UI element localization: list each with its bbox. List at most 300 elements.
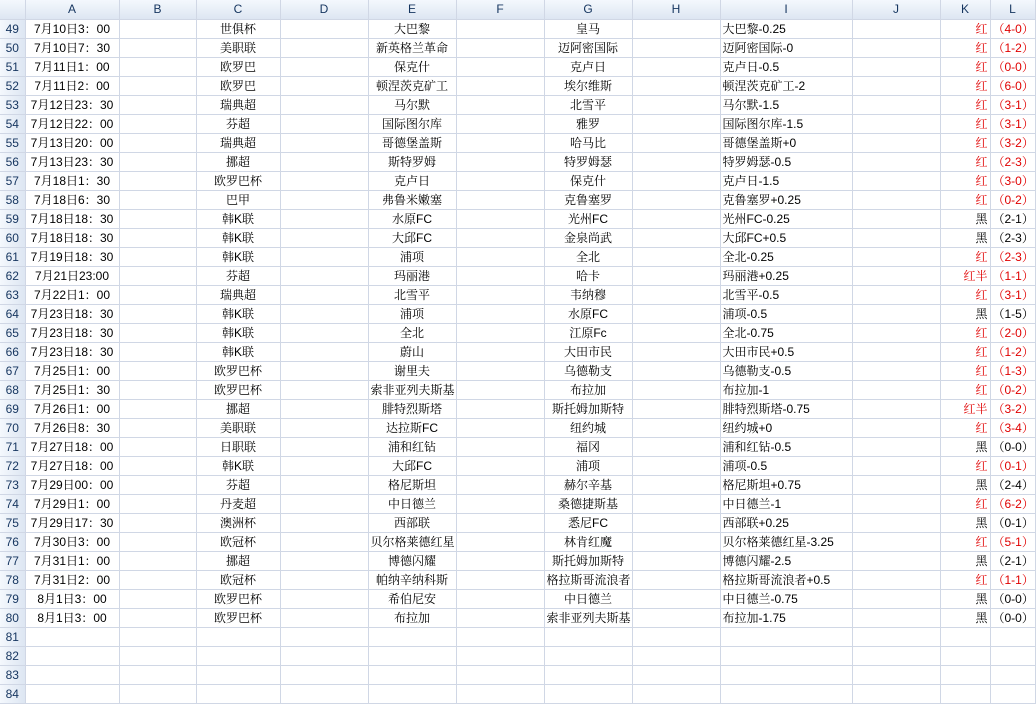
row-header[interactable]: 64 <box>0 304 25 323</box>
cell-result-flag[interactable]: 红 <box>940 532 990 551</box>
cell-home-team[interactable]: 腓特烈斯塔 <box>368 399 456 418</box>
cell-result-flag[interactable] <box>940 646 990 665</box>
cell-b[interactable] <box>119 285 196 304</box>
cell-away-team[interactable]: 大田市民 <box>544 342 632 361</box>
cell-score[interactable]: （3-2） <box>990 399 1035 418</box>
row-header[interactable]: 58 <box>0 190 25 209</box>
cell-handicap[interactable]: 克卢日-0.5 <box>720 57 852 76</box>
cell-d[interactable] <box>280 380 368 399</box>
cell-league[interactable]: 欧罗巴 <box>196 76 280 95</box>
cell-h[interactable] <box>632 494 720 513</box>
cell-date[interactable]: 7月25日1：30 <box>25 380 119 399</box>
cell-f[interactable] <box>456 418 544 437</box>
column-header-l[interactable]: L <box>990 0 1035 19</box>
table-row[interactable] <box>0 152 1035 171</box>
cell-score[interactable]: （6-0） <box>990 76 1035 95</box>
cell-handicap[interactable]: 浦和红钻-0.5 <box>720 437 852 456</box>
cell-h[interactable] <box>632 532 720 551</box>
cell-result-flag[interactable]: 红 <box>940 171 990 190</box>
cell-handicap[interactable]: 大田市民+0.5 <box>720 342 852 361</box>
row-header[interactable]: 62 <box>0 266 25 285</box>
cell-d[interactable] <box>280 209 368 228</box>
table-row[interactable] <box>0 76 1035 95</box>
cell-d[interactable] <box>280 57 368 76</box>
cell-b[interactable] <box>119 456 196 475</box>
cell-b[interactable] <box>119 513 196 532</box>
cell-handicap[interactable]: 克鲁塞罗+0.25 <box>720 190 852 209</box>
cell-h[interactable] <box>632 608 720 627</box>
cell-home-team[interactable]: 大邱FC <box>368 228 456 247</box>
cell-away-team[interactable]: 赫尔辛基 <box>544 475 632 494</box>
cell-b[interactable] <box>119 627 196 646</box>
cell-date[interactable] <box>25 665 119 684</box>
cell-d[interactable] <box>280 494 368 513</box>
cell-league[interactable]: 芬超 <box>196 114 280 133</box>
cell-score[interactable]: （0-0） <box>990 589 1035 608</box>
cell-league[interactable]: 瑞典超 <box>196 133 280 152</box>
cell-result-flag[interactable] <box>940 627 990 646</box>
cell-away-team[interactable] <box>544 665 632 684</box>
cell-home-team[interactable]: 中日德兰 <box>368 494 456 513</box>
cell-score[interactable]: （3-1） <box>990 285 1035 304</box>
cell-away-team[interactable]: 光州FC <box>544 209 632 228</box>
cell-d[interactable] <box>280 247 368 266</box>
cell-handicap[interactable]: 北雪平-0.5 <box>720 285 852 304</box>
cell-away-team[interactable] <box>544 684 632 703</box>
cell-league[interactable]: 芬超 <box>196 475 280 494</box>
table-row[interactable] <box>0 57 1035 76</box>
column-header-g[interactable]: G <box>544 0 632 19</box>
cell-f[interactable] <box>456 665 544 684</box>
row-header[interactable]: 66 <box>0 342 25 361</box>
cell-result-flag[interactable]: 红 <box>940 190 990 209</box>
cell-date[interactable]: 7月29日17：30 <box>25 513 119 532</box>
cell-handicap[interactable]: 腓特烈斯塔-0.75 <box>720 399 852 418</box>
cell-score[interactable]: （2-3） <box>990 228 1035 247</box>
cell-j[interactable] <box>852 361 940 380</box>
cell-f[interactable] <box>456 152 544 171</box>
cell-b[interactable] <box>119 608 196 627</box>
cell-league[interactable]: 巴甲 <box>196 190 280 209</box>
cell-f[interactable] <box>456 532 544 551</box>
cell-handicap[interactable]: 布拉加-1 <box>720 380 852 399</box>
cell-j[interactable] <box>852 418 940 437</box>
cell-away-team[interactable]: 布拉加 <box>544 380 632 399</box>
cell-home-team[interactable]: 博德闪耀 <box>368 551 456 570</box>
cell-league[interactable] <box>196 665 280 684</box>
cell-date[interactable]: 7月11日2：00 <box>25 76 119 95</box>
cell-d[interactable] <box>280 608 368 627</box>
cell-league[interactable]: 丹麦超 <box>196 494 280 513</box>
cell-d[interactable] <box>280 228 368 247</box>
cell-date[interactable]: 7月25日1：00 <box>25 361 119 380</box>
cell-handicap[interactable]: 浦项-0.5 <box>720 456 852 475</box>
cell-h[interactable] <box>632 38 720 57</box>
cell-j[interactable] <box>852 456 940 475</box>
cell-home-team[interactable]: 大巴黎 <box>368 19 456 38</box>
cell-date[interactable]: 7月12日22：00 <box>25 114 119 133</box>
cell-f[interactable] <box>456 646 544 665</box>
cell-score[interactable]: （1-1） <box>990 570 1035 589</box>
cell-date[interactable]: 7月27日18：00 <box>25 437 119 456</box>
cell-result-flag[interactable]: 黑 <box>940 437 990 456</box>
row-header[interactable]: 72 <box>0 456 25 475</box>
row-header[interactable]: 83 <box>0 665 25 684</box>
cell-j[interactable] <box>852 551 940 570</box>
cell-d[interactable] <box>280 19 368 38</box>
cell-h[interactable] <box>632 551 720 570</box>
cell-b[interactable] <box>119 114 196 133</box>
cell-score[interactable]: （0-2） <box>990 190 1035 209</box>
cell-b[interactable] <box>119 209 196 228</box>
table-row[interactable] <box>0 532 1035 551</box>
cell-home-team[interactable] <box>368 684 456 703</box>
row-header[interactable]: 59 <box>0 209 25 228</box>
cell-d[interactable] <box>280 152 368 171</box>
cell-d[interactable] <box>280 646 368 665</box>
cell-score[interactable]: （2-3） <box>990 247 1035 266</box>
cell-handicap[interactable]: 全北-0.75 <box>720 323 852 342</box>
cell-d[interactable] <box>280 456 368 475</box>
cell-league[interactable]: 世俱杯 <box>196 19 280 38</box>
cell-home-team[interactable]: 克卢日 <box>368 171 456 190</box>
cell-home-team[interactable]: 北雪平 <box>368 285 456 304</box>
cell-f[interactable] <box>456 228 544 247</box>
table-row[interactable] <box>0 684 1035 703</box>
cell-home-team[interactable]: 顿涅茨克矿工 <box>368 76 456 95</box>
cell-league[interactable]: 芬超 <box>196 266 280 285</box>
select-all-corner[interactable] <box>0 0 25 19</box>
cell-home-team[interactable]: 格尼斯坦 <box>368 475 456 494</box>
cell-b[interactable] <box>119 95 196 114</box>
cell-f[interactable] <box>456 342 544 361</box>
cell-score[interactable] <box>990 627 1035 646</box>
row-header[interactable]: 77 <box>0 551 25 570</box>
row-header[interactable]: 69 <box>0 399 25 418</box>
cell-away-team[interactable]: 格拉斯哥流浪者 <box>544 570 632 589</box>
cell-h[interactable] <box>632 589 720 608</box>
cell-d[interactable] <box>280 570 368 589</box>
cell-h[interactable] <box>632 228 720 247</box>
cell-j[interactable] <box>852 570 940 589</box>
cell-j[interactable] <box>852 342 940 361</box>
cell-b[interactable] <box>119 437 196 456</box>
cell-h[interactable] <box>632 627 720 646</box>
cell-away-team[interactable]: 纽约城 <box>544 418 632 437</box>
cell-j[interactable] <box>852 171 940 190</box>
table-row[interactable] <box>0 627 1035 646</box>
cell-score[interactable]: （0-1） <box>990 513 1035 532</box>
cell-date[interactable] <box>25 646 119 665</box>
cell-d[interactable] <box>280 665 368 684</box>
cell-score[interactable]: （2-4） <box>990 475 1035 494</box>
cell-b[interactable] <box>119 323 196 342</box>
cell-date[interactable]: 7月18日1：30 <box>25 171 119 190</box>
cell-j[interactable] <box>852 114 940 133</box>
cell-home-team[interactable]: 玛丽港 <box>368 266 456 285</box>
cell-b[interactable] <box>119 532 196 551</box>
table-row[interactable] <box>0 304 1035 323</box>
row-header[interactable]: 74 <box>0 494 25 513</box>
row-header[interactable]: 75 <box>0 513 25 532</box>
cell-d[interactable] <box>280 399 368 418</box>
cell-league[interactable]: 欧罗巴杯 <box>196 361 280 380</box>
cell-handicap[interactable]: 大邱FC+0.5 <box>720 228 852 247</box>
cell-date[interactable]: 7月18日6：30 <box>25 190 119 209</box>
cell-f[interactable] <box>456 57 544 76</box>
cell-h[interactable] <box>632 665 720 684</box>
cell-b[interactable] <box>119 38 196 57</box>
cell-j[interactable] <box>852 228 940 247</box>
cell-away-team[interactable] <box>544 627 632 646</box>
cell-date[interactable]: 7月29日1：00 <box>25 494 119 513</box>
cell-score[interactable]: （6-2） <box>990 494 1035 513</box>
cell-home-team[interactable]: 全北 <box>368 323 456 342</box>
cell-date[interactable]: 7月19日18：30 <box>25 247 119 266</box>
cell-away-team[interactable]: 水原FC <box>544 304 632 323</box>
cell-j[interactable] <box>852 304 940 323</box>
cell-away-team[interactable]: 韦纳穆 <box>544 285 632 304</box>
cell-j[interactable] <box>852 532 940 551</box>
row-header[interactable]: 79 <box>0 589 25 608</box>
cell-date[interactable]: 7月31日1：00 <box>25 551 119 570</box>
cell-score[interactable]: （3-2） <box>990 133 1035 152</box>
cell-result-flag[interactable]: 红 <box>940 247 990 266</box>
table-row[interactable] <box>0 323 1035 342</box>
row-header[interactable]: 51 <box>0 57 25 76</box>
cell-h[interactable] <box>632 285 720 304</box>
cell-result-flag[interactable]: 红 <box>940 76 990 95</box>
cell-d[interactable] <box>280 304 368 323</box>
cell-home-team[interactable]: 西部联 <box>368 513 456 532</box>
cell-result-flag[interactable]: 红 <box>940 456 990 475</box>
cell-h[interactable] <box>632 437 720 456</box>
cell-h[interactable] <box>632 342 720 361</box>
cell-date[interactable]: 7月29日00：00 <box>25 475 119 494</box>
cell-f[interactable] <box>456 190 544 209</box>
cell-away-team[interactable]: 埃尔维斯 <box>544 76 632 95</box>
cell-handicap[interactable]: 浦项-0.5 <box>720 304 852 323</box>
cell-result-flag[interactable]: 红 <box>940 133 990 152</box>
cell-home-team[interactable]: 水原FC <box>368 209 456 228</box>
cell-result-flag[interactable]: 红 <box>940 114 990 133</box>
cell-h[interactable] <box>632 152 720 171</box>
cell-score[interactable]: （1-2） <box>990 38 1035 57</box>
cell-away-team[interactable]: 索非亚列夫斯基 <box>544 608 632 627</box>
cell-away-team[interactable] <box>544 646 632 665</box>
cell-j[interactable] <box>852 513 940 532</box>
cell-handicap[interactable]: 纽约城+0 <box>720 418 852 437</box>
cell-league[interactable]: 韩K联 <box>196 247 280 266</box>
cell-result-flag[interactable]: 黑 <box>940 589 990 608</box>
cell-result-flag[interactable]: 红 <box>940 418 990 437</box>
row-header[interactable]: 78 <box>0 570 25 589</box>
row-header[interactable]: 60 <box>0 228 25 247</box>
cell-league[interactable]: 欧罗巴 <box>196 57 280 76</box>
cell-handicap[interactable]: 马尔默-1.5 <box>720 95 852 114</box>
cell-handicap[interactable]: 全北-0.25 <box>720 247 852 266</box>
cell-result-flag[interactable]: 黑 <box>940 608 990 627</box>
cell-score[interactable]: （2-1） <box>990 209 1035 228</box>
cell-result-flag[interactable]: 红 <box>940 38 990 57</box>
cell-league[interactable]: 韩K联 <box>196 323 280 342</box>
cell-result-flag[interactable]: 黑 <box>940 209 990 228</box>
cell-f[interactable] <box>456 684 544 703</box>
cell-away-team[interactable]: 哈卡 <box>544 266 632 285</box>
cell-h[interactable] <box>632 684 720 703</box>
cell-home-team[interactable]: 大邱FC <box>368 456 456 475</box>
cell-league[interactable]: 韩K联 <box>196 456 280 475</box>
cell-league[interactable]: 欧冠杯 <box>196 570 280 589</box>
cell-h[interactable] <box>632 570 720 589</box>
cell-home-team[interactable]: 浦项 <box>368 304 456 323</box>
cell-handicap[interactable]: 中日德兰-1 <box>720 494 852 513</box>
row-header[interactable]: 76 <box>0 532 25 551</box>
cell-f[interactable] <box>456 513 544 532</box>
cell-handicap[interactable]: 格尼斯坦+0.75 <box>720 475 852 494</box>
table-row[interactable] <box>0 570 1035 589</box>
cell-b[interactable] <box>119 133 196 152</box>
cell-home-team[interactable] <box>368 646 456 665</box>
cell-h[interactable] <box>632 380 720 399</box>
cell-date[interactable]: 8月1日3：00 <box>25 589 119 608</box>
cell-home-team[interactable]: 帕纳辛纳科斯 <box>368 570 456 589</box>
cell-result-flag[interactable]: 黑 <box>940 228 990 247</box>
cell-score[interactable]: （0-0） <box>990 57 1035 76</box>
cell-date[interactable]: 7月26日1：00 <box>25 399 119 418</box>
table-row[interactable] <box>0 38 1035 57</box>
cell-league[interactable]: 欧冠杯 <box>196 532 280 551</box>
cell-handicap[interactable]: 贝尔格莱德红星-3.25 <box>720 532 852 551</box>
cell-date[interactable]: 7月21日23:00 <box>25 266 119 285</box>
cell-date[interactable]: 7月13日23：30 <box>25 152 119 171</box>
cell-j[interactable] <box>852 475 940 494</box>
column-header-k[interactable]: K <box>940 0 990 19</box>
cell-score[interactable]: （3-4） <box>990 418 1035 437</box>
row-header[interactable]: 68 <box>0 380 25 399</box>
cell-result-flag[interactable]: 红半 <box>940 399 990 418</box>
cell-result-flag[interactable]: 红 <box>940 19 990 38</box>
cell-d[interactable] <box>280 684 368 703</box>
cell-home-team[interactable]: 浦和红钻 <box>368 437 456 456</box>
cell-league[interactable]: 欧罗巴杯 <box>196 589 280 608</box>
cell-league[interactable]: 韩K联 <box>196 304 280 323</box>
cell-b[interactable] <box>119 418 196 437</box>
cell-result-flag[interactable]: 红 <box>940 95 990 114</box>
cell-league[interactable]: 日职联 <box>196 437 280 456</box>
cell-date[interactable]: 7月12日23：30 <box>25 95 119 114</box>
cell-b[interactable] <box>119 646 196 665</box>
cell-score[interactable] <box>990 684 1035 703</box>
cell-f[interactable] <box>456 589 544 608</box>
cell-home-team[interactable]: 达拉斯FC <box>368 418 456 437</box>
cell-away-team[interactable]: 中日德兰 <box>544 589 632 608</box>
cell-h[interactable] <box>632 456 720 475</box>
cell-b[interactable] <box>119 684 196 703</box>
cell-score[interactable]: （3-0） <box>990 171 1035 190</box>
cell-date[interactable]: 7月31日2：00 <box>25 570 119 589</box>
cell-f[interactable] <box>456 437 544 456</box>
cell-league[interactable]: 挪超 <box>196 152 280 171</box>
cell-b[interactable] <box>119 494 196 513</box>
cell-h[interactable] <box>632 57 720 76</box>
cell-d[interactable] <box>280 437 368 456</box>
cell-f[interactable] <box>456 399 544 418</box>
cell-league[interactable]: 韩K联 <box>196 342 280 361</box>
cell-score[interactable] <box>990 646 1035 665</box>
cell-away-team[interactable]: 林肯红魔 <box>544 532 632 551</box>
cell-f[interactable] <box>456 266 544 285</box>
column-header-d[interactable]: D <box>280 0 368 19</box>
cell-home-team[interactable]: 希伯尼安 <box>368 589 456 608</box>
row-header[interactable]: 63 <box>0 285 25 304</box>
cell-away-team[interactable]: 浦项 <box>544 456 632 475</box>
cell-score[interactable]: （0-0） <box>990 437 1035 456</box>
cell-d[interactable] <box>280 95 368 114</box>
cell-f[interactable] <box>456 19 544 38</box>
cell-result-flag[interactable]: 黑 <box>940 475 990 494</box>
cell-league[interactable]: 欧罗巴杯 <box>196 380 280 399</box>
cell-f[interactable] <box>456 76 544 95</box>
cell-score[interactable]: （1-1） <box>990 266 1035 285</box>
cell-score[interactable]: （4-0） <box>990 19 1035 38</box>
cell-j[interactable] <box>852 133 940 152</box>
row-header[interactable]: 55 <box>0 133 25 152</box>
cell-h[interactable] <box>632 133 720 152</box>
row-header[interactable]: 56 <box>0 152 25 171</box>
cell-d[interactable] <box>280 190 368 209</box>
cell-f[interactable] <box>456 133 544 152</box>
cell-d[interactable] <box>280 266 368 285</box>
cell-away-team[interactable]: 克鲁塞罗 <box>544 190 632 209</box>
cell-d[interactable] <box>280 361 368 380</box>
cell-f[interactable] <box>456 456 544 475</box>
cell-h[interactable] <box>632 323 720 342</box>
cell-handicap[interactable]: 特罗姆瑟-0.5 <box>720 152 852 171</box>
cell-f[interactable] <box>456 95 544 114</box>
row-header[interactable]: 61 <box>0 247 25 266</box>
table-row[interactable] <box>0 19 1035 38</box>
cell-d[interactable] <box>280 551 368 570</box>
cell-date[interactable]: 7月18日18：30 <box>25 228 119 247</box>
cell-f[interactable] <box>456 114 544 133</box>
cell-away-team[interactable]: 斯托姆加斯特 <box>544 399 632 418</box>
column-header-j[interactable]: J <box>852 0 940 19</box>
cell-result-flag[interactable]: 红 <box>940 285 990 304</box>
cell-f[interactable] <box>456 247 544 266</box>
table-row[interactable] <box>0 608 1035 627</box>
cell-f[interactable] <box>456 171 544 190</box>
cell-d[interactable] <box>280 114 368 133</box>
table-row[interactable] <box>0 475 1035 494</box>
cell-j[interactable] <box>852 437 940 456</box>
cell-j[interactable] <box>852 38 940 57</box>
cell-result-flag[interactable]: 黑 <box>940 304 990 323</box>
cell-b[interactable] <box>119 152 196 171</box>
cell-f[interactable] <box>456 608 544 627</box>
cell-away-team[interactable]: 迈阿密国际 <box>544 38 632 57</box>
cell-b[interactable] <box>119 665 196 684</box>
cell-f[interactable] <box>456 209 544 228</box>
cell-d[interactable] <box>280 285 368 304</box>
cell-home-team[interactable]: 新英格兰革命 <box>368 38 456 57</box>
column-header-i[interactable]: I <box>720 0 852 19</box>
cell-date[interactable]: 7月13日20：00 <box>25 133 119 152</box>
cell-j[interactable] <box>852 95 940 114</box>
cell-f[interactable] <box>456 361 544 380</box>
cell-home-team[interactable] <box>368 627 456 646</box>
cell-league[interactable] <box>196 646 280 665</box>
